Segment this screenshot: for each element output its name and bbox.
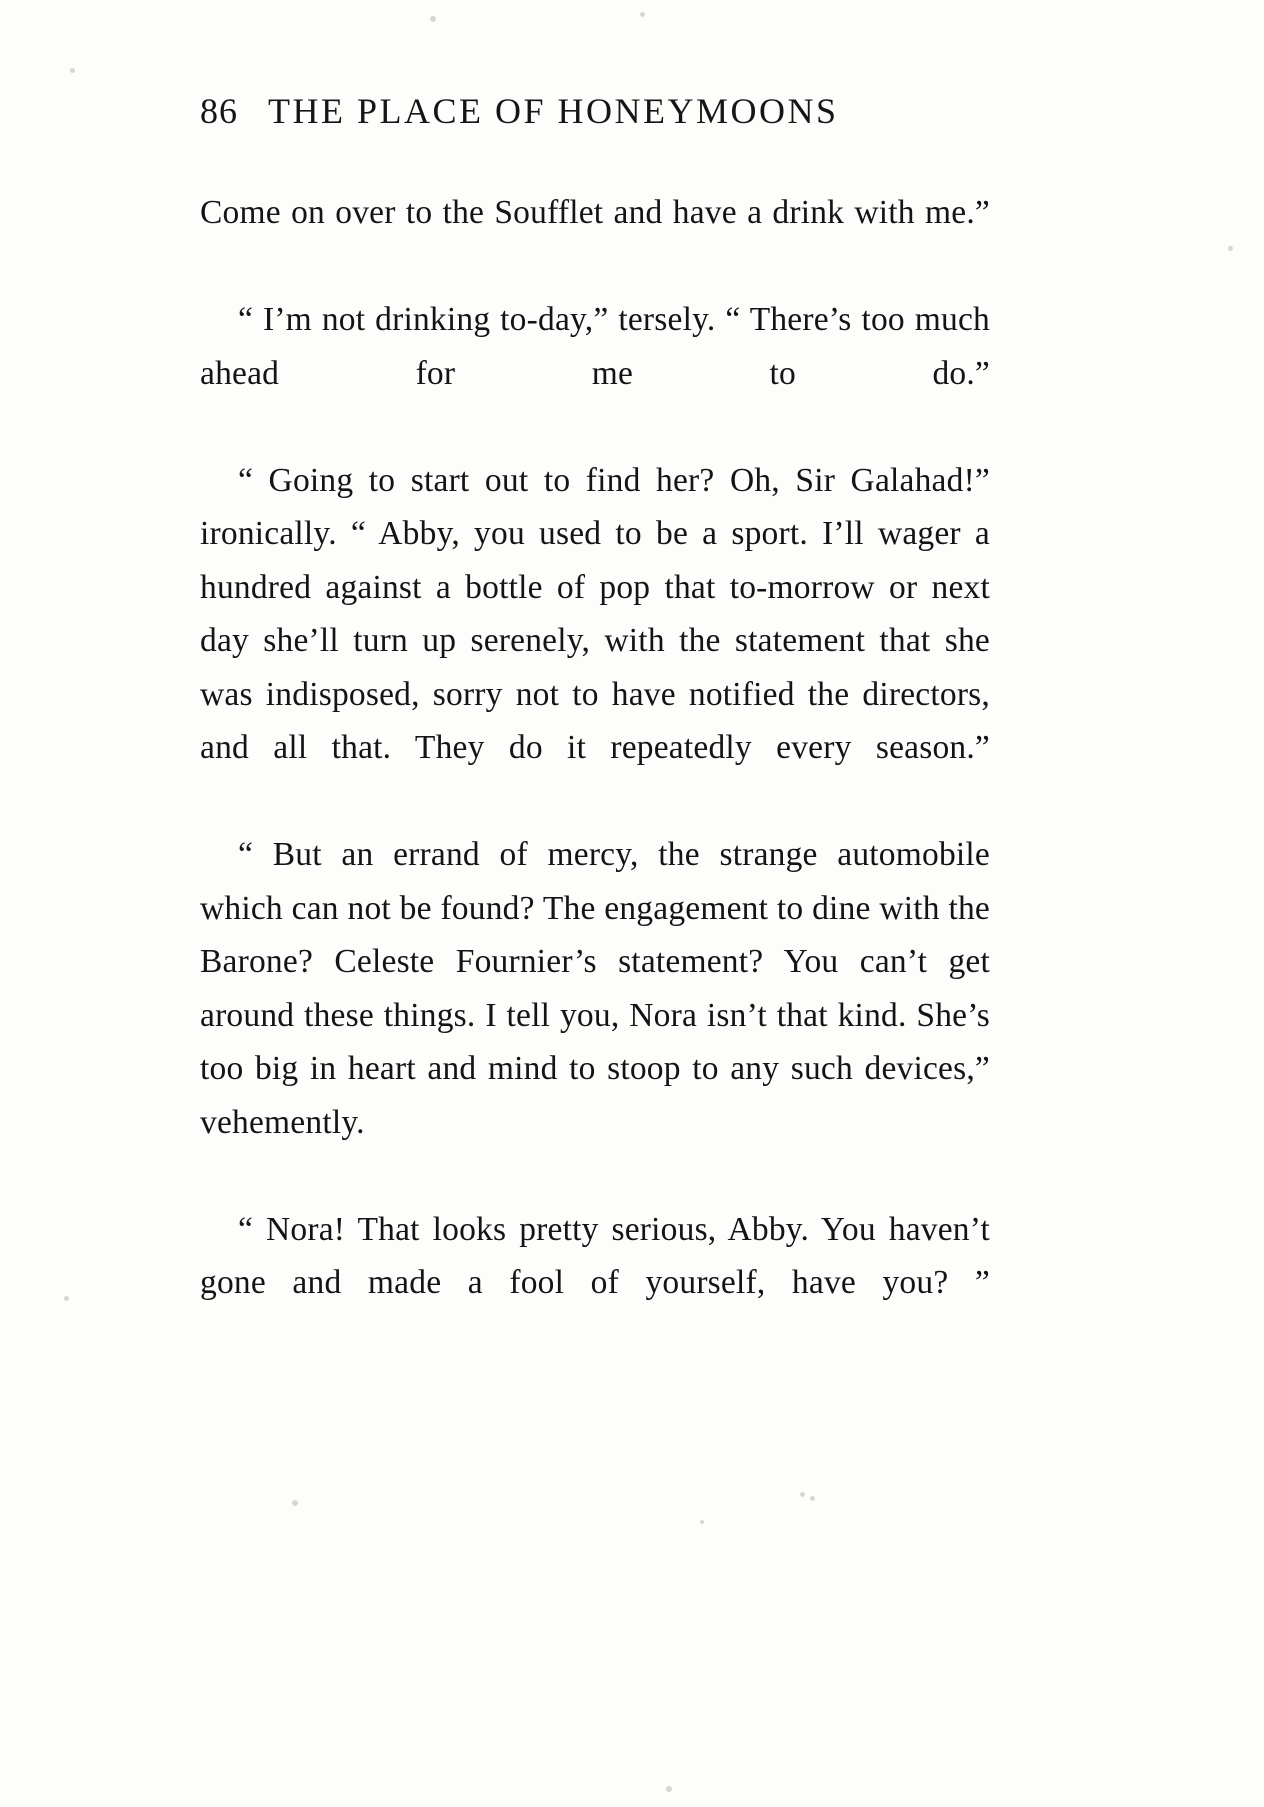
paper-speck — [1228, 246, 1233, 251]
paper-speck — [800, 1492, 805, 1497]
paragraph: “ But an errand of mercy, the strange automobile which can not be found? The engagement to dine with the Barone? Celeste Fournier’s statement? You can’t get around these things. I tell you, Nora isn’t that kind. She’s too big in heart and mind to stoop to any such devices,” vehemently. — [200, 836, 990, 1141]
paper-speck — [430, 16, 436, 22]
paragraph: “ I’m not drinking to-day,” tersely. “ There’s too much ahead for me to do.” — [200, 301, 990, 392]
page-number: 86 — [200, 91, 238, 131]
paragraph: “ Nora! That looks pretty serious, Abby. You haven’t gone and made a fool of yourself, have you? ” — [200, 1210, 990, 1301]
paper-speck — [700, 1520, 704, 1524]
paper-speck — [64, 1296, 69, 1301]
running-head: THE PLACE OF HONEYMOONS — [268, 91, 839, 131]
paper-speck — [810, 1496, 815, 1501]
page-header — [200, 90, 990, 132]
body-text — [200, 186, 990, 1363]
paragraph: “ Going to start out to find her? Oh, Sir Galahad!” ironically. “ Abby, you used to be a sport. I’ll wager a hundred against a bottle of pop that to-morrow or next day she’ll turn up serenely, with the statement that she was indisposed, sorry not to have notified the directors, and all that. They do it repeatedly every season.” — [200, 461, 990, 766]
page-content — [200, 90, 990, 1363]
paper-speck — [70, 68, 75, 73]
paper-speck — [292, 1500, 298, 1506]
paragraph: Come on over to the Soufflet and have a drink with me.” — [200, 194, 990, 231]
paper-speck — [666, 1786, 672, 1792]
paper-speck — [640, 12, 645, 17]
